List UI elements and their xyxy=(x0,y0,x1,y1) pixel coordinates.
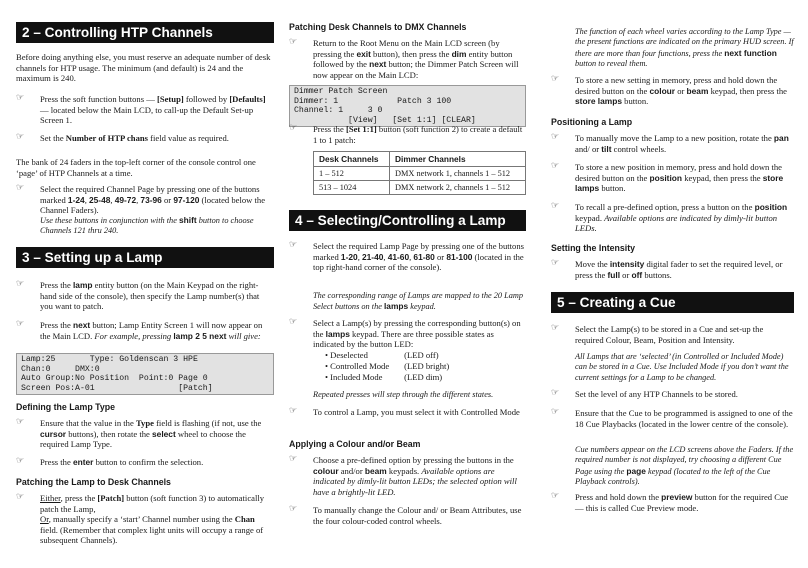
s3-bullet-1: ☞ Press the lamp entity button (on the Main Keypad on the right-hand side of the console), then specify the Lamp number(s) that you want to patch. xyxy=(16,279,260,311)
s3-bullet-3: ☞ Ensure that the value in the Type field is flashing (if not, use the cursor buttons), then rotate the select wheel to choose the required Lamp Type. xyxy=(16,417,262,449)
s3-subheading-lamp-type: Defining the Lamp Type xyxy=(16,402,116,412)
list-item: • Controlled Mode (LED bright) xyxy=(325,361,450,371)
pointing-hand-icon: ☞ xyxy=(551,323,560,333)
table-cell: 513 – 1024 xyxy=(314,181,390,195)
pointing-hand-icon: ☞ xyxy=(16,279,25,289)
table-cell: 1 – 512 xyxy=(314,167,390,181)
c3-subheading-intensity: Setting the Intensity xyxy=(551,243,636,253)
section-5-heading: 5 – Creating a Cue xyxy=(551,292,794,313)
pointing-hand-icon: ☞ xyxy=(16,319,25,329)
pointing-hand-icon: ☞ xyxy=(551,258,560,268)
c3-note-3: Cue numbers appear on the LCD screens above the Faders. If the required number is not displayed, try choosing a different Cue Page using the page keypad (located to the left of the Cue Playback controls). xyxy=(575,445,794,486)
c2-bullet-6: ☞ Choose a pre-defined option by pressing the buttons in the colour and/or beam keypads. Available options are indicated by dimly-lit button LEDs; the selected option will have a brightly-lit LED. xyxy=(289,454,517,497)
table-header-row xyxy=(314,152,526,167)
pointing-hand-icon: ☞ xyxy=(551,74,560,84)
table-row xyxy=(314,167,526,181)
c2-bullet-4: ☞ Select a Lamp(s) by pressing the corresponding button(s) on the lamps keypad. There are three possible states as indicated by the button LED: xyxy=(289,317,521,349)
pointing-hand-icon: ☞ xyxy=(551,201,560,211)
s2-bullet-2: ☞ Set the Number of HTP chans field value as required. xyxy=(16,132,229,143)
pointing-hand-icon: ☞ xyxy=(551,407,560,417)
c3-bullet-8: ☞ Ensure that the Cue to be programmed is assigned to one of the 18 Cue Playbacks (located in the lower centre of the console). xyxy=(551,407,793,429)
pointing-hand-icon: ☞ xyxy=(551,491,560,501)
dimmer-patch-lcd: Dimmer Patch Screen Dimmer: 1 Patch 3 100 Channel: 1 3 0 [View] [Set 1:1] [CLEAR] xyxy=(289,85,526,127)
pointing-hand-icon: ☞ xyxy=(551,388,560,398)
c2-bullet-5: ☞ To control a Lamp, you must select it with Controlled Mode xyxy=(289,406,520,417)
c3-bullet-3: ☞ To store a new position in memory, press and hold down the desired button on the position keypad, then press the store lamps button. xyxy=(551,161,784,193)
pointing-hand-icon: ☞ xyxy=(16,183,25,193)
patch-table xyxy=(313,151,526,195)
c2-bullet-2: ☞ Press the [Set 1:1] button (soft function 2) to create a default 1 to 1 patch: xyxy=(289,123,523,145)
lamp-entity-lcd: Lamp:25 Type: Goldenscan 3 HPE Chan:0 DMX:0 Auto Group:No Position Point:0 Page 0 Screen Pos:A-01 [Patch] xyxy=(16,353,274,395)
c3-bullet-4: ☞ To recall a pre-defined option, press a button on the position keypad. Available options are indicated by dimly-lit button LEDs. xyxy=(551,201,788,233)
s2-bullet-1: ☞ Press the soft function buttons — [Setup] followed by [Defaults] — located below the Main LCD, to call-up the Default Set-up Screen 1. xyxy=(16,93,266,125)
table-header: Desk Channels xyxy=(314,152,390,167)
s2-intro: Before doing anything else, you must reserve an adequate number of desk channels for HTP usage. The minimum (and default) is 24 and the maximum is 240. xyxy=(16,52,271,83)
s3-bullet-2: ☞ Press the next button; Lamp Entity Screen 1 will now appear on the Main LCD. For example, pressing lamp 2 5 next will give: xyxy=(16,319,263,341)
section-3-heading: 3 – Setting up a Lamp xyxy=(16,247,274,268)
section-4-heading: 4 – Selecting/Controlling a Lamp xyxy=(289,210,526,231)
s3-subheading-patching: Patching the Lamp to Desk Channels xyxy=(16,477,171,487)
c3-bullet-5: ☞ Move the intensity digital fader to set the required level, or press the full or off buttons. xyxy=(551,258,783,280)
c2-bullet-3: ☞ Select the required Lamp Page by pressing one of the buttons marked 1-20, 21-40, 41-60, 61-80 or 81-100 (located in the top right-hand corner of the console). xyxy=(289,240,524,272)
table-cell: DMX network 1, channels 1 – 512 xyxy=(390,167,526,181)
c3-note-2: All Lamps that are ‘selected’ (in Controlled or Included Mode) can be stored in a Cue. Use Included Mode if you don’t want the current settings for a Lamp to be changed. xyxy=(575,352,789,382)
c3-bullet-6: ☞ Select the Lamp(s) to be stored in a Cue and set-up the required Colour, Beam, Position and Intensity. xyxy=(551,323,764,345)
pointing-hand-icon: ☞ xyxy=(16,132,25,142)
s3-bullet-4: ☞ Press the enter button to confirm the selection. xyxy=(16,456,204,467)
c3-subheading-position: Positioning a Lamp xyxy=(551,117,633,127)
pointing-hand-icon: ☞ xyxy=(289,240,298,250)
pointing-hand-icon: ☞ xyxy=(289,504,298,514)
pointing-hand-icon: ☞ xyxy=(289,317,298,327)
c2-subheading-dmx: Patching Desk Channels to DMX Channels xyxy=(289,22,467,32)
pointing-hand-icon: ☞ xyxy=(16,456,25,466)
c3-bullet-2: ☞ To manually move the Lamp to a new position, rotate the pan and/ or tilt control wheels. xyxy=(551,132,789,154)
c3-bullet-7: ☞ Set the level of any HTP Channels to be stored. xyxy=(551,388,738,399)
table-header: Dimmer Channels xyxy=(390,152,526,167)
pointing-hand-icon: ☞ xyxy=(289,37,298,47)
s2-note: Use these buttons in conjunction with the shift button to choose Channels 121 thru 240. xyxy=(40,215,254,236)
s2-para-2: The bank of 24 faders in the top-left corner of the console control one ‘page’ of HTP Channels at a time. xyxy=(16,157,256,178)
s3-bullet-5: ☞ Either, press the [Patch] button (soft function 3) to automatically patch the Lamp, Or, manually specify a ‘start’ Channel number using the Chan field. (Remember that complex light units will occupy a range of subsequent Channels). xyxy=(16,492,265,545)
list-item: • Deselected (LED off) xyxy=(325,350,439,360)
led-state-list xyxy=(289,350,526,383)
pointing-hand-icon: ☞ xyxy=(551,161,560,171)
pointing-hand-icon: ☞ xyxy=(289,406,298,416)
c3-note-1: The function of each wheel varies according to the Lamp Type — the present functions are indicated on the primary HUD screen. If there are more than four functions, press the next function button to reveal them. xyxy=(575,27,794,68)
c2-bullet-7: ☞ To manually change the Colour and/ or Beam Attributes, use the four colour-coded control wheels. xyxy=(289,504,522,526)
c2-subheading-colour: Applying a Colour and/or Beam xyxy=(289,439,421,449)
s2-bullet-3: ☞ Select the required Channel Page by pressing one of the buttons marked 1-24, 25-48, 49-72, 73-96 or 97-120 (located below the Channel Faders). xyxy=(16,183,266,215)
c3-bullet-9: ☞ Press and hold down the preview button for the required Cue — this is called Cue Preview mode. xyxy=(551,491,789,513)
pointing-hand-icon: ☞ xyxy=(16,93,25,103)
list-item: • Included Mode (LED dim) xyxy=(325,372,443,382)
table-row xyxy=(314,181,526,195)
c2-note-2: Repeated presses will step through the different states. xyxy=(313,390,494,399)
c2-bullet-1: ☞ Return to the Root Menu on the Main LCD screen (by pressing the exit button), then press the dim entity button followed by the next button; the Dimmer Patch Screen will now appear on the Main LCD: xyxy=(289,37,519,80)
pointing-hand-icon: ☞ xyxy=(16,417,25,427)
section-2-heading: 2 – Controlling HTP Channels xyxy=(16,22,274,43)
pointing-hand-icon: ☞ xyxy=(16,492,25,502)
c2-note-1: The corresponding range of Lamps are mapped to the 20 Lamp Select buttons on the lamps keypad. xyxy=(313,291,524,312)
table-cell: DMX network 2, channels 1 – 512 xyxy=(390,181,526,195)
pointing-hand-icon: ☞ xyxy=(289,123,298,133)
pointing-hand-icon: ☞ xyxy=(289,454,298,464)
c3-bullet-1: ☞ To store a new setting in memory, press and hold down the desired button on the colour or beam keypad, then press the store lamps button. xyxy=(551,74,787,106)
pointing-hand-icon: ☞ xyxy=(551,132,560,142)
